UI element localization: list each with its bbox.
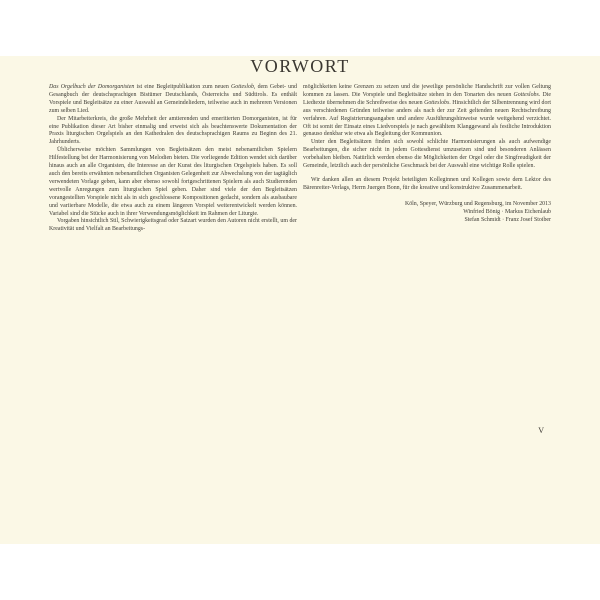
book-title: Das Orgelbuch der Domorganisten: [49, 84, 135, 90]
paragraph-3: Üblicherweise möchten Sammlungen von Begleitsätzen den meist nebenamtlichen Spielern Hilfestellung bei der Harmonisierung von Melodien bieten. Die vorliegende Edition wendet sich darüber hinaus auch an alle Organisten, die Interesse an der Kunst des liturgischen Orgelspiels haben. Es soll auch den bereits erwähnten nebenamtlichen Organisten Gelegenheit zur Abwechslung von der tagtäglich verwendeten Vorlage geben, kann aber ebenso sowohl fortgeschrittenen Spielern als auch Studierenden wertvolle Anregungen zum liturgischen Spiel geben. Daher sind viele der den Begleitsätzen vorangestellten Vorspiele nicht als in sich geschlossene Kompositionen gedacht, sondern als ausbaubare und variierbare Modelle, die etwa auch zu einem längeren Vorspiel weiterentwickelt werden können. Variabel sind die Stücke auch in ihrer Verwendungsmöglichkeit im Rahmen der Liturgie.: [49, 147, 297, 217]
paragraph-4: Vorgaben hinsichtlich Stil, Schwierigkeitsgrad oder Satzart wurden den Autoren nicht erstellt, um der Kreativität und Vielfalt an Bearbeitungs-: [49, 218, 297, 233]
paragraph-2: Der Mitarbeiterkreis, die große Mehrheit der amtierenden und emeritierten Domorganisten, ist für eine Publikation dieser Art bisher einmalig und erweist sich als beachtenswerte Dokumentation der Praxis liturgischen Orgelspiels an den Kathedralen des deutschsprachigen Raums zu Beginn des 21. Jahrhunderts.: [49, 115, 297, 146]
place-date: Köln, Speyer, Würzburg und Regensburg, im November 2013: [404, 200, 551, 207]
page-number: V: [538, 426, 544, 435]
page-title: VORWORT: [250, 56, 350, 76]
authors-line-1: Winfried Bönig · Markus Eichenlaub: [463, 208, 551, 215]
paragraph-1: Das Orgelbuch der Domorganisten ist eine Begleitpublikation zum neuen Gotteslob, dem Gebet- und Gesangbuch der deutschsprachigen Bistümer Deutschlands, Österreichs und Südtirols. Es enthält Vorspiele und Begleitsätze zu einer Auswahl an Gemeindeliedern, teilweise auch in mehreren Versionen zum selben Lied.: [49, 84, 298, 114]
left-column: [49, 84, 297, 234]
paragraph-7: Wir danken allen an diesem Projekt beteiligten Kolleginnen und Kollegen sowie dem Lektor des Bärenreiter-Verlags, Herrn Juergen Bonn, für die kreative und konstruktive Zusammenarbeit.: [303, 176, 551, 191]
paragraph-5: möglichkeiten keine Grenzen zu setzen und die jeweilige persönliche Handschrift zur vollen Geltung kommen zu lassen. Die Vorspiele und Begleitsätze stehen in den Tonarten des neuen Gotteslobs. Die Liedtexte übernehmen die Schreibweise des neuen Gotteslobs. Hinsichtlich der Silbentrennung wird dort aus verschiedenen Gründen teilweise anders als nach der zur Zeit geltenden neuen Rechtschreibung verfahren. Auf Registrierungsangaben und andere Ausführungshinweise wurde weitgehend verzichtet. Oft ist somit der Einsatz eines Liedvorspiels je nach gewähltem Klanggewand als festliche Introduktion genauso denkbar wie etwa als Begleitung der Kommunion.: [303, 84, 551, 138]
right-column: [303, 84, 551, 225]
paragraph-6: Unter den Begleitsätzen finden sich sowohl schlichte Harmonisierungen als auch aufwendige Bearbeitungen, die sicher nicht in jedem Gottesdienst umzusetzen sind und besonderen Anlässen vorbehalten bleiben. Natürlich werden ebenso die Möglichkeiten der Orgel oder die Singfreudigkeit der Gemeinde, letztlich auch der persönliche Geschmack bei der Auswahl eine wichtige Rolle spielen.: [303, 139, 551, 170]
authors-line-2: Stefan Schmidt · Franz Josef Stoiber: [464, 216, 551, 223]
gotteslob-title: Gotteslob: [231, 84, 254, 90]
